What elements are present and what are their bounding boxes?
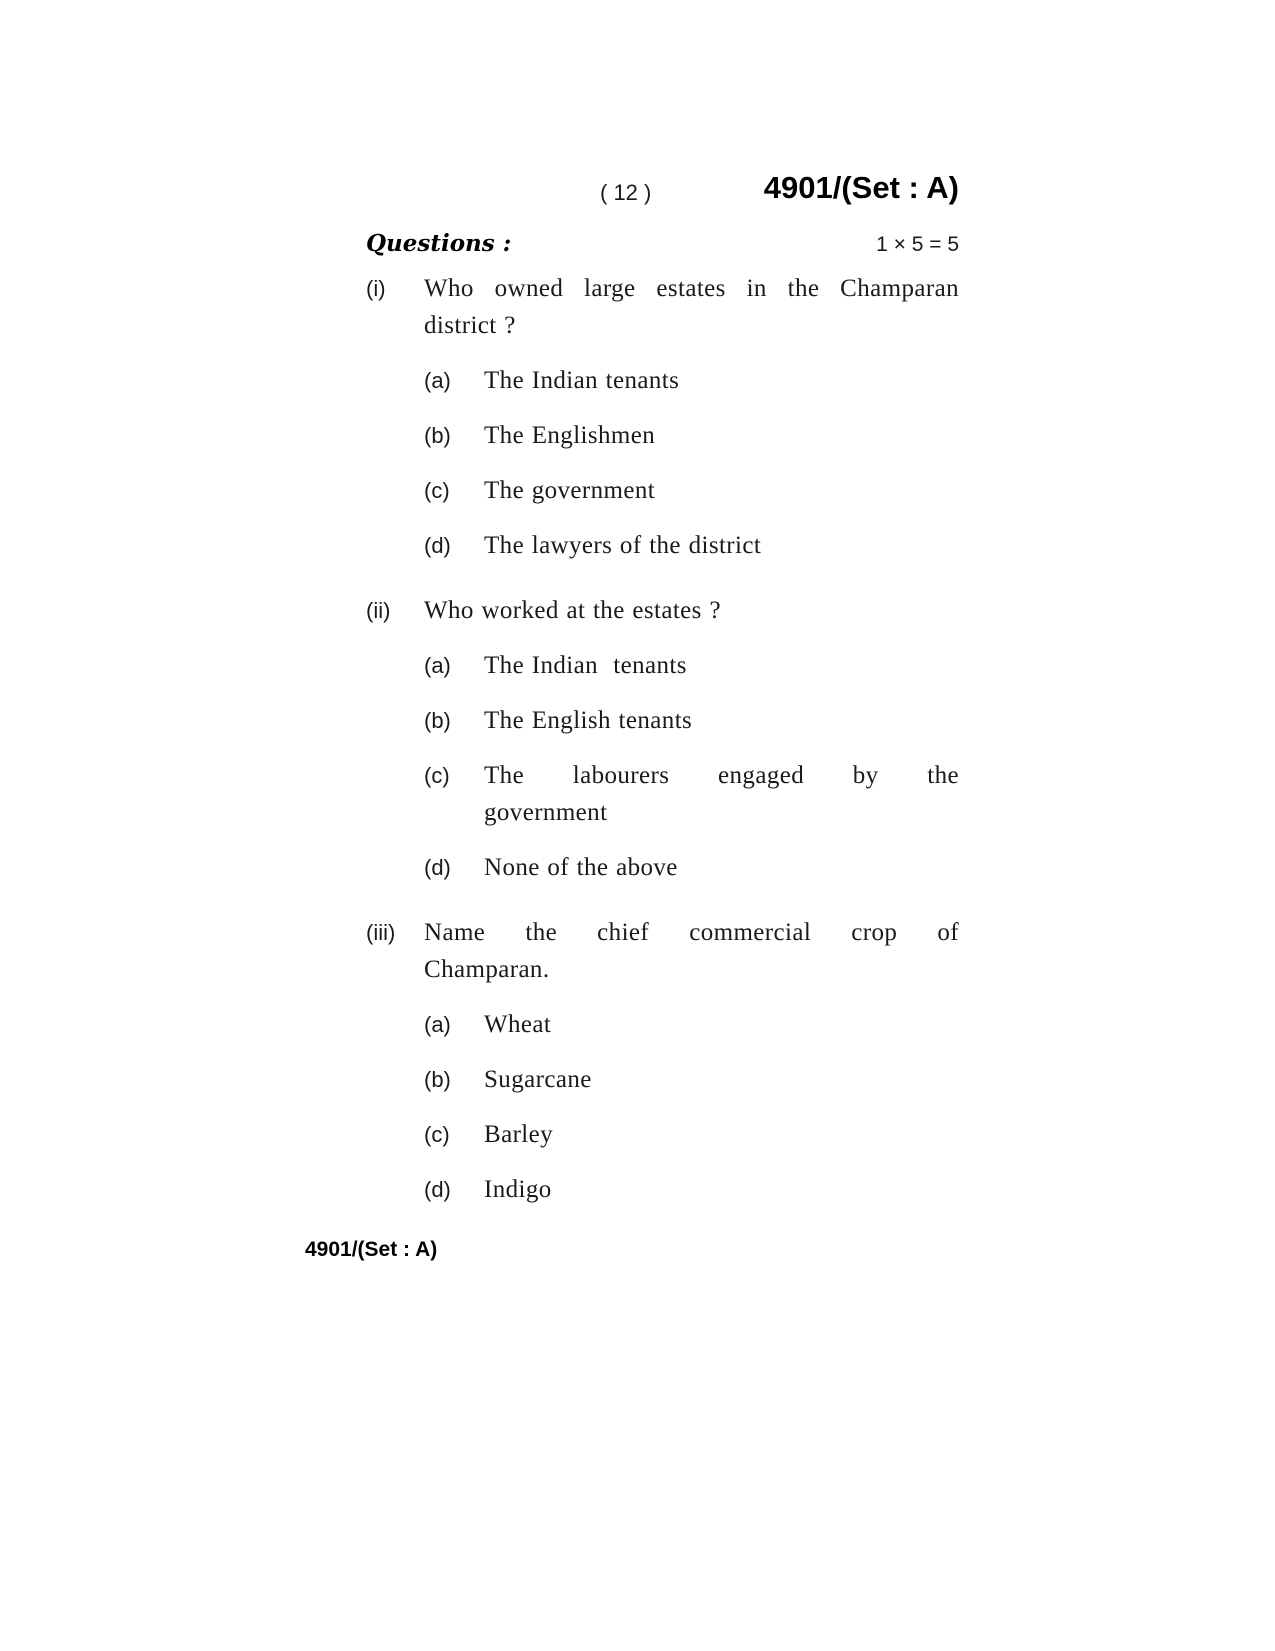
option-d xyxy=(424,1171,959,1208)
option-text: The lawyers of the district xyxy=(484,532,762,559)
option-text: The English tenants xyxy=(484,707,693,734)
option-list xyxy=(424,647,959,886)
question-number: (ii) xyxy=(366,598,391,623)
option-letter: (a) xyxy=(424,368,451,393)
option-c xyxy=(424,1116,959,1153)
option-c xyxy=(424,472,959,509)
question-number: (i) xyxy=(366,276,386,301)
questions-heading: Questions : xyxy=(366,230,512,257)
option-b xyxy=(424,417,959,454)
option-letter: (b) xyxy=(424,1067,451,1092)
option-letter: (a) xyxy=(424,1012,451,1037)
option-text: None of the above xyxy=(484,854,678,881)
option-text: The Indian tenants xyxy=(484,652,687,679)
option-a xyxy=(424,1006,959,1043)
option-text: The government xyxy=(484,477,656,504)
option-a xyxy=(424,647,959,684)
option-letter: (c) xyxy=(424,763,450,788)
question-1 xyxy=(366,270,959,582)
set-code-footer: 4901/(Set : A) xyxy=(305,1238,438,1261)
option-text: The Englishmen xyxy=(484,422,656,449)
option-letter: (a) xyxy=(424,653,451,678)
option-text: The Indian tenants xyxy=(484,367,680,394)
marks-scheme: 1 × 5 = 5 xyxy=(876,233,959,256)
question-text: Who owned large estates in the Champaran district ? xyxy=(424,275,959,339)
question-text: Who worked at the estates ? xyxy=(424,597,721,624)
option-letter: (d) xyxy=(424,855,451,880)
option-d xyxy=(424,527,959,564)
option-letter: (c) xyxy=(424,1122,450,1147)
option-letter: (d) xyxy=(424,533,451,558)
option-letter: (b) xyxy=(424,423,451,448)
option-text: Barley xyxy=(484,1121,554,1148)
option-d xyxy=(424,849,959,886)
option-b xyxy=(424,1061,959,1098)
option-letter: (c) xyxy=(424,478,450,503)
set-code-header: 4901/(Set : A) xyxy=(763,170,959,205)
page-number: ( 12 ) xyxy=(600,180,652,205)
question-number: (iii) xyxy=(366,920,396,945)
question-3 xyxy=(366,914,959,1226)
option-text: Sugarcane xyxy=(484,1066,592,1093)
option-list xyxy=(424,362,959,564)
option-c xyxy=(424,757,959,831)
option-b xyxy=(424,702,959,739)
option-list xyxy=(424,1006,959,1208)
option-letter: (d) xyxy=(424,1177,451,1202)
option-letter: (b) xyxy=(424,708,451,733)
option-a xyxy=(424,362,959,399)
option-text: Indigo xyxy=(484,1176,552,1203)
question-2 xyxy=(366,592,959,904)
option-text: Wheat xyxy=(484,1011,552,1038)
question-text: Name the chief commercial crop of Champaran. xyxy=(424,919,959,983)
option-text: The labourers engaged by the government xyxy=(484,762,959,826)
